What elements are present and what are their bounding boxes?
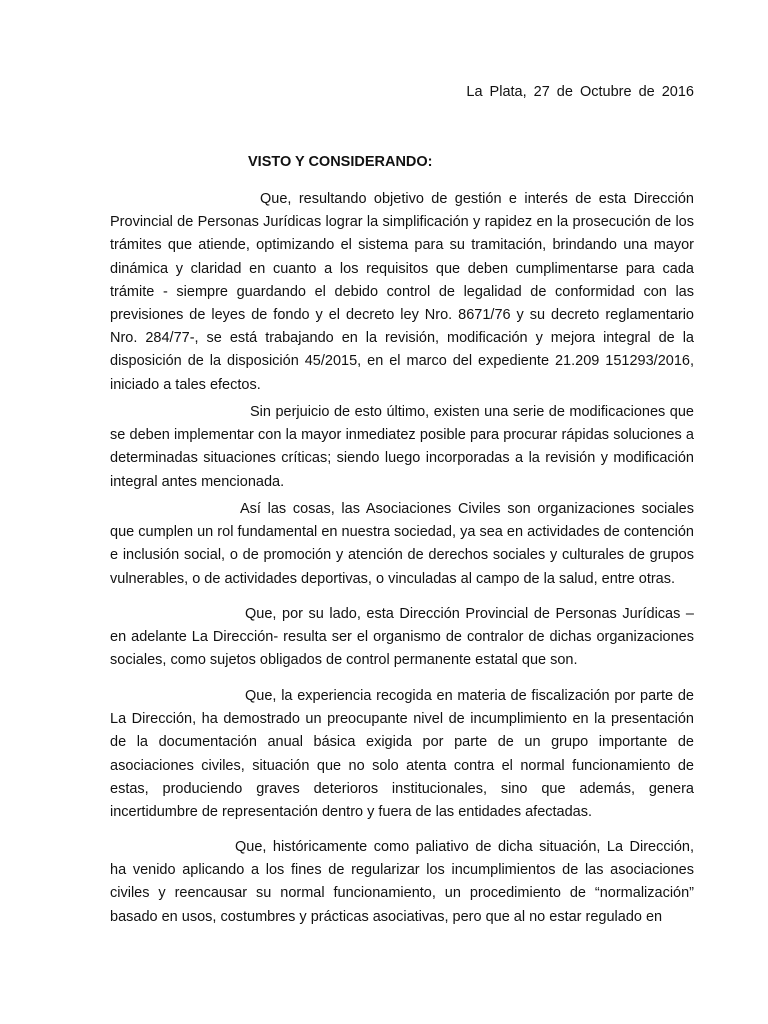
section-heading: VISTO Y CONSIDERANDO: <box>248 154 433 170</box>
paragraph-3: Así las cosas, las Asociaciones Civiles son organizaciones sociales que cumplen un rol fundamental en nuestra sociedad, ya sea en actividades de contención e inclusión social, o de promoción y atención de derechos sociales y culturales de grupos vulnerables, o de actividades deportivas, o vinculadas al campo de la salud, entre otras. <box>110 501 694 587</box>
paragraph-4: Que, por su lado, esta Dirección Provincial de Personas Jurídicas – en adelante La Dirección- resulta ser el organismo de contralor de dichas organizaciones sociales, como sujetos obligados de control permanente estatal que son. <box>110 606 694 669</box>
paragraph-1: Que, resultando objetivo de gestión e interés de esta Dirección Provincial de Personas Jurídicas lograr la simplificación y rapidez en la prosecución de los trámites que atiende, optimizando el sistema para su tramitación, brindando una mayor dinámica y claridad en cuanto a los requisitos que deben cumplimentarse para cada trámite - siempre guardando el debido control de legalidad de conformidad con las previsiones de leyes de fondo y el decreto ley Nro. 8671/76 y su decreto reglamentario Nro. 284/77-, se está trabajando en la revisión, modificación y mejora integral de la disposición de la disposición 45/2015, en el marco del expediente 21.209 151293/2016, iniciado a tales efectos. <box>110 191 694 393</box>
paragraph-5: Que, la experiencia recogida en materia de fiscalización por parte de La Dirección, ha demostrado un preocupante nivel de incumplimiento en la presentación de la documentación anual básica exigida por parte de un grupo importante de asociaciones civiles, situación que no solo atenta contra el normal funcionamiento de estas, produciendo graves deterioros institucionales, sino que además, genera incertidumbre de representación dentro y fuera de las entidades afectadas. <box>110 688 694 821</box>
paragraph-2: Sin perjuicio de esto último, existen una serie de modificaciones que se deben implementar con la mayor inmediatez posible para procurar rápidas soluciones a determinadas situaciones críticas; siendo luego incorporadas a la revisión y modificación integral antes mencionada. <box>110 404 694 490</box>
date-line: La Plata, 27 de Octubre de 2016 <box>466 84 694 100</box>
paragraph-6: Que, históricamente como paliativo de dicha situación, La Dirección, ha venido aplicando a los fines de regularizar los incumplimientos de las asociaciones civiles y reencausar su normal funcionamiento, un procedimiento de “normalización” basado en usos, costumbres y prácticas asociativas, pero que al no estar regulado en <box>110 839 694 925</box>
